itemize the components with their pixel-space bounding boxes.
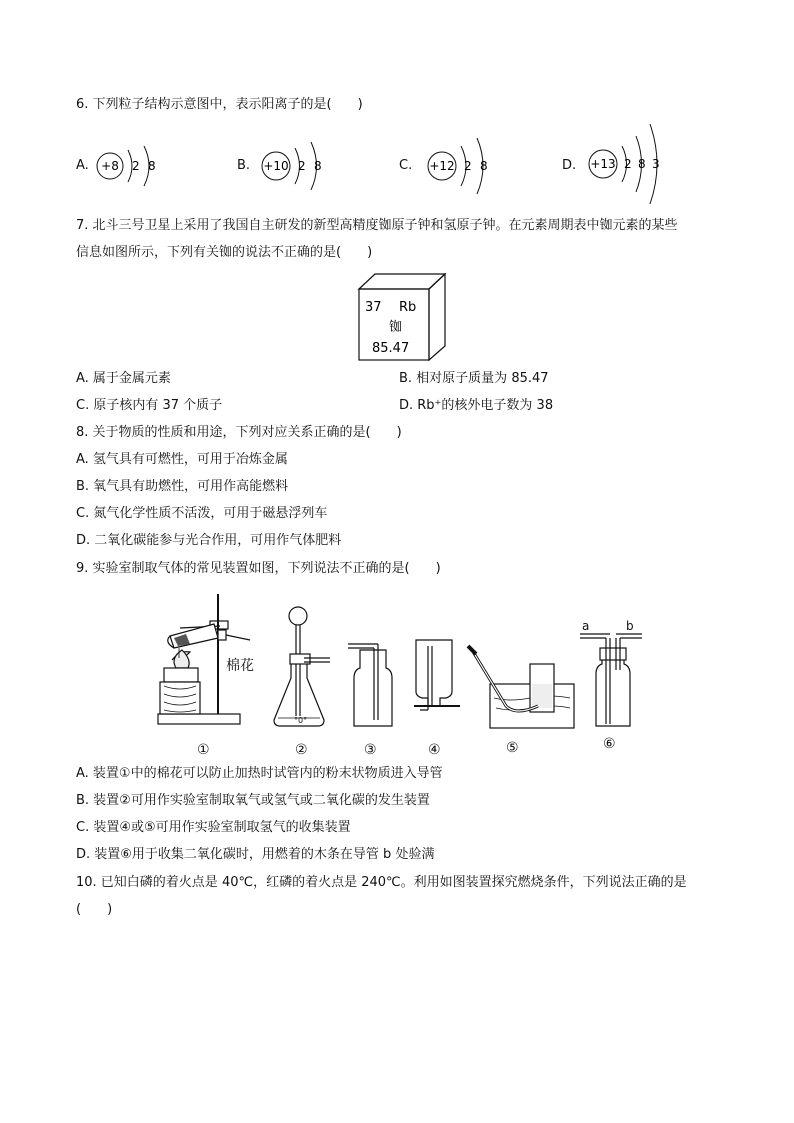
- q9-stem: 9. 实验室制取气体的常见装置如图，下列说法不正确的是( ): [76, 561, 441, 576]
- q7-option-d: D. Rb⁺的核外电子数为 38: [399, 398, 554, 413]
- device-4-inverted-jar: [414, 640, 460, 710]
- q6-option-a-label: A.: [76, 158, 89, 173]
- q9-option-b: B. 装置②可用作实验室制取氧气或氢气或二氧化碳的发生装置: [76, 793, 430, 808]
- q6-b-shell-1: 2: [298, 159, 306, 173]
- q6-a-nucleus: +8: [101, 159, 119, 173]
- device-5-water-trough: [468, 646, 574, 728]
- tube-b-label: b: [626, 619, 634, 633]
- q6-d-nucleus: +13: [590, 157, 616, 171]
- q6-d-shell-3: 3: [652, 157, 660, 171]
- q6-option-d-diagram: [586, 120, 676, 206]
- q7-stem-line1: 7. 北斗三号卫星上采用了我国自主研发的新型高精度铷原子钟和氢原子钟。在元素周期表中铷元素的某些: [76, 218, 678, 233]
- q6-option-c-label: C.: [399, 158, 413, 173]
- q6-option-a-diagram: [94, 136, 174, 196]
- q6-a-shell-2: 8: [148, 159, 156, 173]
- q8-stem: 8. 关于物质的性质和用途，下列对应关系正确的是( ): [76, 425, 402, 440]
- element-symbol: Rb: [399, 300, 417, 315]
- element-number: 37: [365, 300, 382, 315]
- device-label-5: ⑤: [506, 740, 519, 756]
- q9-option-a: A. 装置①中的棉花可以防止加热时试管内的粉末状物质进入导管: [76, 766, 443, 781]
- element-name: 铷: [389, 320, 403, 335]
- device-label-2: ②: [295, 742, 308, 758]
- q8-option-a: A. 氢气具有可燃性，可用于冶炼金属: [76, 452, 288, 467]
- element-card: [356, 271, 450, 363]
- device-label-1: ①: [197, 742, 210, 758]
- q7-option-b: B. 相对原子质量为 85.47: [399, 371, 549, 386]
- q9-apparatus-figure: [150, 588, 650, 760]
- q7-option-c: C. 原子核内有 37 个质子: [76, 398, 223, 413]
- q9-option-d: D. 装置⑥用于收集二氧化碳时，用燃着的木条在导管 b 处验满: [76, 847, 435, 862]
- q6-option-b-label: B.: [237, 158, 251, 173]
- device-label-4: ④: [428, 742, 441, 758]
- q7-stem-line2: 信息如图所示，下列有关铷的说法不正确的是( ): [76, 245, 373, 260]
- device-6-two-tube-jar: [580, 634, 642, 726]
- device-2-flask: [274, 607, 330, 726]
- q6-b-shell-2: 8: [314, 159, 322, 173]
- q6-option-b-diagram: [258, 136, 348, 196]
- q6-d-shell-2: 8: [638, 157, 646, 171]
- cotton-label: 棉花: [226, 658, 254, 674]
- q8-option-c: C. 氮气化学性质不活泼，可用于磁悬浮列车: [76, 506, 328, 521]
- device-label-6: ⑥: [603, 736, 616, 752]
- q7-option-a: A. 属于金属元素: [76, 371, 171, 386]
- q10-stem-line2: ( ): [76, 902, 113, 917]
- q10-stem-line1: 10. 已知白磷的着火点是 40℃，红磷的着火点是 240℃。利用如图装置探究燃烧条件，下列说法正确的是: [76, 875, 687, 890]
- tube-a-label: a: [582, 619, 590, 633]
- q6-c-shell-2: 8: [480, 159, 488, 173]
- q6-b-nucleus: +10: [263, 159, 289, 173]
- device-3-jar: [348, 644, 392, 726]
- device-label-3: ③: [364, 742, 377, 758]
- q6-a-shell-1: 2: [132, 159, 140, 173]
- element-mass: 85.47: [372, 341, 410, 356]
- q6-option-c-diagram: [424, 134, 514, 198]
- q6-option-d-label: D.: [562, 158, 577, 173]
- q6-c-shell-1: 2: [464, 159, 472, 173]
- svg-text:°0°: °0°: [294, 716, 308, 725]
- q8-option-b: B. 氧气具有助燃性，可用作高能燃料: [76, 479, 289, 494]
- q9-option-c: C. 装置④或⑤可用作实验室制取氢气的收集装置: [76, 820, 351, 835]
- q6-d-shell-1: 2: [624, 157, 632, 171]
- q6-c-nucleus: +12: [429, 159, 455, 173]
- q6-stem: 6. 下列粒子结构示意图中，表示阳离子的是( ): [76, 97, 363, 112]
- q8-option-d: D. 二氧化碳能参与光合作用，可用作气体肥料: [76, 533, 342, 548]
